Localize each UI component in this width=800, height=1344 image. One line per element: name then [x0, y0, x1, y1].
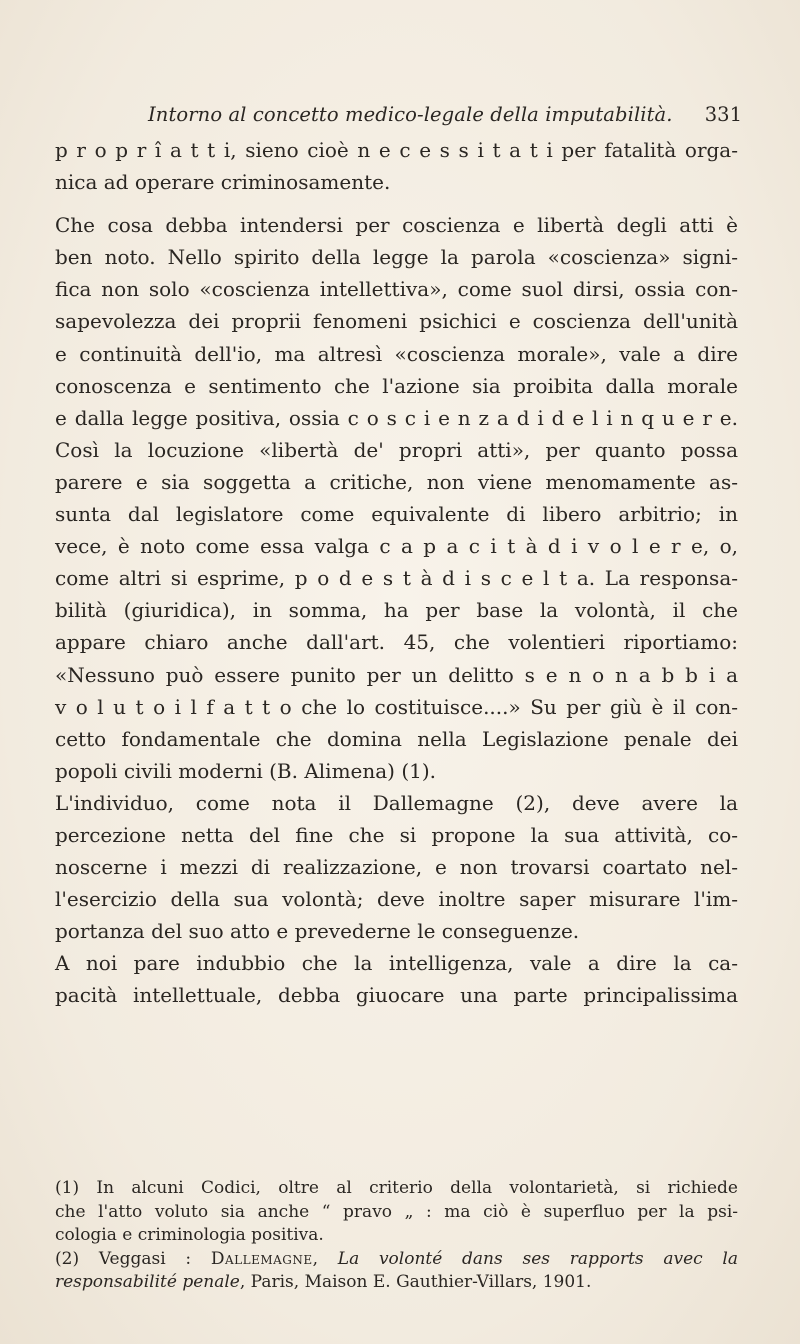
footnotes — [55, 1177, 738, 1295]
body-line: sapevolezza dei proprii fenomeni psichici e coscienza dell'unità — [55, 309, 738, 334]
footnote-2-line — [55, 1271, 738, 1295]
body-line: L'individuo, come nota il Dallemagne (2), deve avere la — [55, 790, 738, 815]
body-line: portanza del suo atto e prevederne le conseguenze. — [55, 919, 580, 944]
footnote-1-line: cologia e criminologia positiva. — [55, 1225, 324, 1246]
running-title: Intorno al concetto medico-legale della imputabilità. — [148, 103, 673, 126]
body-line: cetto fondamentale che domina nella Legislazione penale dei — [55, 726, 738, 751]
body-line: v o l u t o i l f a t t o che lo costituisce....» Su per giù è il con- — [55, 694, 738, 719]
body-line: come altri si esprime, p o d e s t à d i s c e l t a. La responsa- — [55, 566, 738, 591]
body-line: sunta dal legislatore come equivalente di libero arbitrio; in — [55, 502, 738, 527]
running-header — [148, 100, 742, 130]
page-number: 331 — [704, 103, 742, 126]
footnote-1-line: che l'atto voluto sia anche “ pravo „ : ma ciò è superfluo per la psi- — [55, 1201, 738, 1222]
body-line: A noi pare indubbio che la intelligenza, vale a dire la ca- — [55, 951, 738, 976]
body-line: vece, è noto come essa valga c a p a c i t à d i v o l e r e, o, — [55, 534, 738, 559]
body-line: bilità (giuridica), in somma, ha per base la volontà, il che — [55, 598, 738, 623]
body-line: l'esercizio della sua volontà; deve inoltre saper misurare l'im- — [55, 887, 738, 912]
footnote-2-author: Dallemagne — [210, 1248, 313, 1269]
body-line: noscerne i mezzi di realizzazione, e non trovarsi coartato nel- — [55, 855, 738, 880]
body-line: Che cosa debba intendersi per coscienza e libertà degli atti è — [55, 213, 738, 238]
body-line: e dalla legge positiva, ossia c o s c i e n z a d i d e l i n q u e r e. — [55, 405, 738, 430]
body-line: p r o p r î a t t i, sieno cioè n e c e s s i t a t i per fatalità orga- — [55, 138, 738, 162]
footnote-2-line — [55, 1248, 738, 1272]
body-line: parere e sia soggetta a critiche, non viene menomamente as- — [55, 469, 738, 494]
body-line: fica non solo «coscienza intellettiva», come suol dirsi, ossia con- — [55, 277, 738, 302]
footnote-2-prefix: (2) Veggasi : — [55, 1248, 211, 1269]
paragraph-gap — [55, 198, 738, 209]
body-line: conoscenza e sentimento che l'azione sia proibita dalla morale — [55, 373, 738, 398]
footnote-2-publisher: , Paris, Maison E. Gauthier-Villars, 1901. — [239, 1272, 592, 1293]
footnote-1-line: (1) In alcuni Codici, oltre al criterio della volontarietà, si richiede — [55, 1178, 738, 1198]
body-line: nica ad operare criminosamente. — [55, 170, 391, 195]
body-text — [55, 134, 738, 1012]
body-line: popoli civili moderni (B. Alimena) (1). — [55, 758, 437, 783]
body-line: appare chiaro anche dall'art. 45, che volentieri riportiamo: — [55, 630, 738, 655]
footnote-2-sep: , — [312, 1248, 338, 1269]
body-line: percezione netta del fine che si propone la sua attività, co- — [55, 822, 738, 847]
body-line: e continuità dell'io, ma altresì «coscienza morale», vale a dire — [55, 341, 738, 366]
body-line: Così la locuzione «libertà de' propri atti», per quanto possa — [55, 437, 738, 462]
body-line: ben noto. Nello spirito della legge la parola «coscienza» signi- — [55, 245, 738, 270]
footnote-2-title-cont: responsabilité penale — [55, 1272, 240, 1293]
body-line: pacità intellettuale, debba giuocare una parte principalissima — [55, 983, 738, 1008]
footnote-2-title: La volonté dans ses rapports avec la — [337, 1248, 739, 1269]
body-line: «Nessuno può essere punito per un delitto s e n o n a b b i a — [55, 662, 738, 687]
